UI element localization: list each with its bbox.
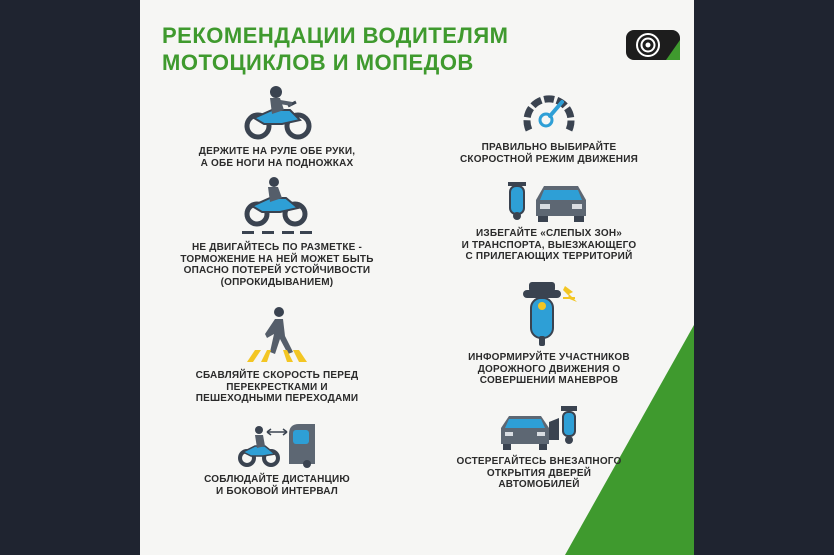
distance-motorcycle-car-icon xyxy=(237,420,317,468)
tip-slow-at-crossings xyxy=(162,306,392,405)
motorcyclist-icon xyxy=(242,84,312,140)
tip-keep-distance xyxy=(162,420,392,497)
infographic-poster xyxy=(140,0,694,555)
tip-text: ПРАВИЛЬНО ВЫБИРАЙТЕ СКОРОСТНОЙ РЕЖИМ ДВИЖЕНИЯ xyxy=(460,142,638,165)
title-line-1: РЕКОМЕНДАЦИИ ВОДИТЕЛЯМ xyxy=(162,23,509,48)
tip-text: НЕ ДВИГАЙТЕСЬ ПО РАЗМЕТКЕ - ТОРМОЖЕНИЕ НА НЕЙ МОЖЕТ БЫТЬ ОПАСНО ПОТЕРЕЙ УСТОЙЧИВОСТИ (ОПРОКИДЫВАНИЕМ) xyxy=(180,242,374,288)
tip-text: ДЕРЖИТЕ НА РУЛЕ ОБЕ РУКИ, А ОБЕ НОГИ НА ПОДНОЖКАХ xyxy=(198,146,356,169)
speedometer-icon xyxy=(520,88,578,136)
tip-watch-car-doors xyxy=(412,404,666,491)
motorcycle-lane-marking-icon xyxy=(240,176,314,236)
tip-text: ИЗБЕГАЙТЕ «СЛЕПЫХ ЗОН» И ТРАНСПОРТА, ВЫЕЗЖАЮЩЕГО С ПРИЛЕГАЮЩИХ ТЕРРИТОРИЙ xyxy=(461,228,637,262)
page-title xyxy=(162,22,508,76)
tip-text: СБАВЛЯЙТЕ СКОРОСТЬ ПЕРЕД ПЕРЕКРЕСТКАМИ И ПЕШЕХОДНЫМИ ПЕРЕХОДАМИ xyxy=(195,370,359,404)
scooter-car-icon xyxy=(506,178,592,222)
tip-avoid-blind-spots xyxy=(422,178,676,263)
tip-text: СОБЛЮДАЙТЕ ДИСТАНЦИЮ И БОКОВОЙ ИНТЕРВАЛ xyxy=(204,474,350,497)
logo-icon xyxy=(626,28,682,62)
car-door-scooter-icon xyxy=(497,404,581,450)
pedestrian-crossing-icon xyxy=(245,306,309,364)
title-line-2: МОТОЦИКЛОВ И МОПЕДОВ xyxy=(162,50,474,75)
tip-text: ИНФОРМИРУЙТЕ УЧАСТНИКОВ ДОРОЖНОГО ДВИЖЕНИЯ О СОВЕРШЕНИИ МАНЕВРОВ xyxy=(468,352,630,386)
tip-avoid-road-marking xyxy=(150,176,404,288)
scooter-signal-icon xyxy=(517,280,581,346)
tip-text: ОСТЕРЕГАЙТЕСЬ ВНЕЗАПНОГО ОТКРЫТИЯ ДВЕРЕЙ АВТОМОБИЛЕЙ xyxy=(456,456,622,490)
tip-hands-on-handlebars xyxy=(162,84,392,169)
tip-choose-speed xyxy=(432,88,666,165)
tip-signal-maneuvers xyxy=(432,280,666,387)
